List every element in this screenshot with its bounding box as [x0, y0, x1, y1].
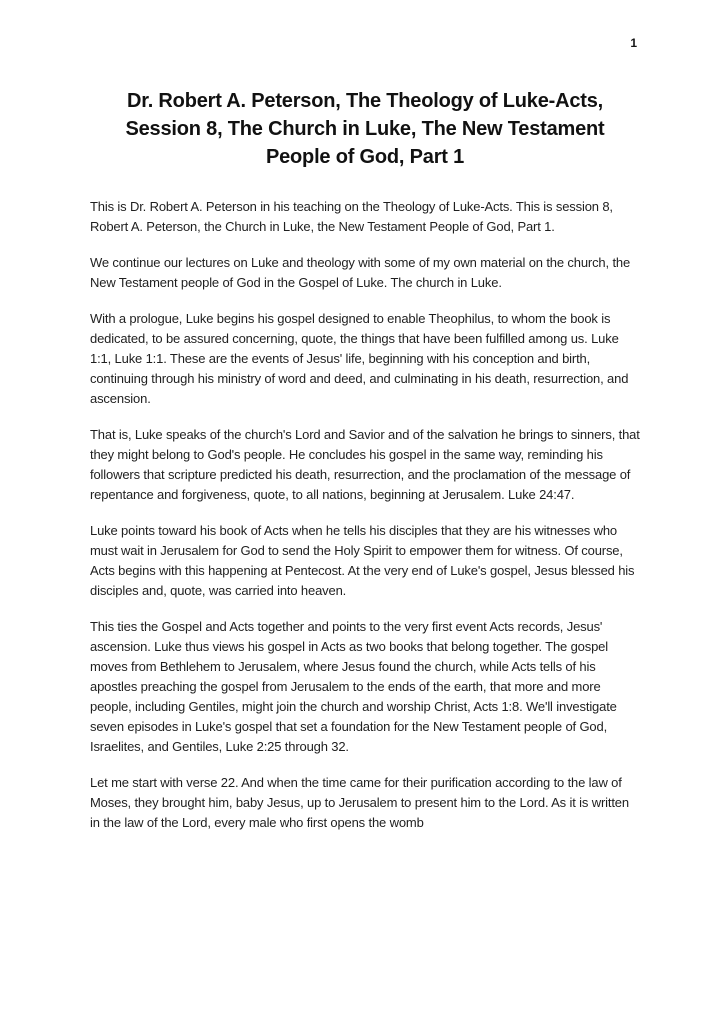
paragraph-intro: This is Dr. Robert A. Peterson in his teaching on the Theology of Luke-Acts. This is session 8, Robert A. Peterson, the Church in Luke, the New Testament People of God, Part 1.	[90, 199, 613, 234]
paragraph-lectures-continue: We continue our lectures on Luke and theology with some of my own material on the church, the New Testament people of God in the Gospel of Luke. The church in Luke.	[90, 255, 631, 290]
paragraph-lord-and-savior: That is, Luke speaks of the church's Lord and Savior and of the salvation he brings to sinners, that they might belong to God's people. He concludes his gospel in the same way, reminding his followers that scripture predicted his death, resurrection, and the proclamation of the message of repentance and forgiveness, quote, to all nations, beginning at Jerusalem. Luke 24:47.	[90, 427, 640, 502]
document-title-line-3: People of God, Part 1	[265, 146, 465, 168]
page-number: 1	[630, 36, 637, 50]
document-title-line-1: Dr. Robert A. Peterson, The Theology of Luke-Acts,	[127, 90, 603, 112]
paragraph-book-of-acts: Luke points toward his book of Acts when he tells his disciples that they are his witnesses who must wait in Jerusalem for God to send the Holy Spirit to empower them for witness. Of course, Acts begins with this happening at Pentecost. At the very end of Luke's gospel, Jesus blessed his disciples and, quote, was carried into heaven.	[90, 523, 635, 598]
paragraph-prologue: With a prologue, Luke begins his gospel designed to enable Theophilus, to whom the book is dedicated, to be assured concerning, quote, the things that have been fulfilled among us. Luke 1:1, Luke 1:1. These are the events of Jesus' life, beginning with his conception and birth, continuing through his ministry of word and deed, and culminating in his death, resurrection, and ascension.	[90, 311, 629, 406]
document-body	[90, 197, 640, 833]
document-title	[90, 87, 640, 171]
paragraph-gospel-acts-together: This ties the Gospel and Acts together and points to the very first event Acts records, Jesus' ascension. Luke thus views his gospel in Acts as two books that belong together. The gospel moves from Bethlehem to Jerusalem, where Jesus found the church, while Acts tells of his apostles preaching the gospel from Jerusalem to the ends of the earth, that more and more people, including Gentiles, might join the church and worship Christ, Acts 1:8. We'll investigate seven episodes in Luke's gospel that set a foundation for the New Testament people of God, Israelites, and Gentiles, Luke 2:25 through 32.	[90, 619, 617, 754]
paragraph-verse-22: Let me start with verse 22. And when the time came for their purification according to the law of Moses, they brought him, baby Jesus, up to Jerusalem to present him to the Lord. As it is written in the law of the Lord, every male who first opens the womb	[90, 775, 629, 830]
document-title-line-2: Session 8, The Church in Luke, The New Testament	[125, 118, 605, 140]
